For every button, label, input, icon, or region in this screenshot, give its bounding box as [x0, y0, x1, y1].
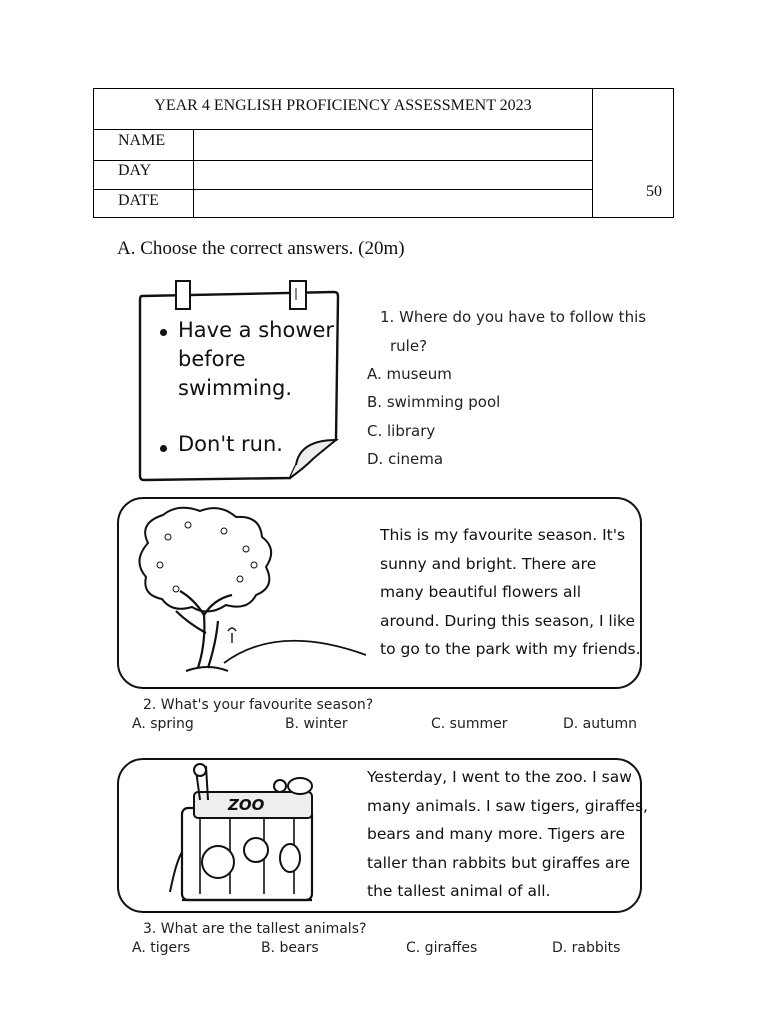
total-marks: 50 [646, 183, 662, 200]
passage-line: to go to the park with my friends. [380, 640, 641, 658]
notice-bullet-2: Don't run. [178, 432, 283, 456]
q2-option-d[interactable]: D. autumn [563, 716, 638, 732]
q1-option-b[interactable]: B. swimming pool [367, 393, 501, 411]
name-label: NAME [118, 132, 166, 149]
passage-line: many animals. I saw tigers, giraffes, [367, 796, 648, 815]
table-divider [592, 89, 593, 217]
passage-line: taller than rabbits but giraffes are [367, 853, 631, 872]
bullet-dot [160, 445, 167, 452]
q2-option-a[interactable]: A. spring [132, 716, 194, 732]
q3-option-d[interactable]: D. rabbits [552, 940, 621, 956]
passage-line: the tallest animal of all. [367, 882, 551, 900]
date-field[interactable] [194, 190, 591, 217]
passage-line: many beautiful flowers all [380, 583, 582, 601]
notice-bullet-1: Have a shower before swimming. [178, 318, 335, 400]
q1-question-line-1: 1. Where do you have to follow this [380, 308, 647, 326]
q3-option-b[interactable]: B. bears [261, 940, 319, 956]
tree-illustration [128, 503, 368, 683]
q2-question: 2. What's your favourite season? [143, 697, 374, 713]
passage-line: around. During this season, I like [380, 611, 636, 630]
date-label: DATE [118, 192, 159, 209]
q3-question: 3. What are the tallest animals? [143, 921, 367, 937]
q1-question-line-2: rule? [390, 337, 428, 355]
q1-option-d[interactable]: D. cinema [367, 450, 444, 468]
day-field[interactable] [194, 161, 591, 188]
passage-line: sunny and bright. There are [380, 554, 597, 573]
header-table [93, 88, 674, 218]
zoo-sign: ZOO [228, 796, 265, 814]
passage-line: bears and many more. Tigers are [367, 825, 625, 843]
passage-line: Yesterday, I went to the zoo. I saw [367, 768, 632, 786]
q2-passage [380, 521, 641, 664]
q2-option-b[interactable]: B. winter [285, 716, 348, 732]
q2-option-c[interactable]: C. summer [431, 716, 508, 732]
q1-option-c[interactable]: C. library [367, 422, 436, 440]
zoo-illustration [160, 762, 335, 907]
day-label: DAY [118, 162, 152, 179]
assessment-title: YEAR 4 ENGLISH PROFICIENCY ASSESSMENT 2023 [154, 97, 532, 114]
q3-passage [367, 763, 648, 906]
passage-line: This is my favourite season. It's [380, 526, 626, 544]
q1-option-a[interactable]: A. museum [367, 365, 452, 383]
bullet-dot [160, 329, 167, 336]
q3-option-c[interactable]: C. giraffes [406, 940, 478, 956]
q3-option-a[interactable]: A. tigers [132, 940, 191, 956]
section-a-instruction: A. Choose the correct answers. (20m) [117, 238, 405, 259]
name-field[interactable] [194, 130, 591, 159]
